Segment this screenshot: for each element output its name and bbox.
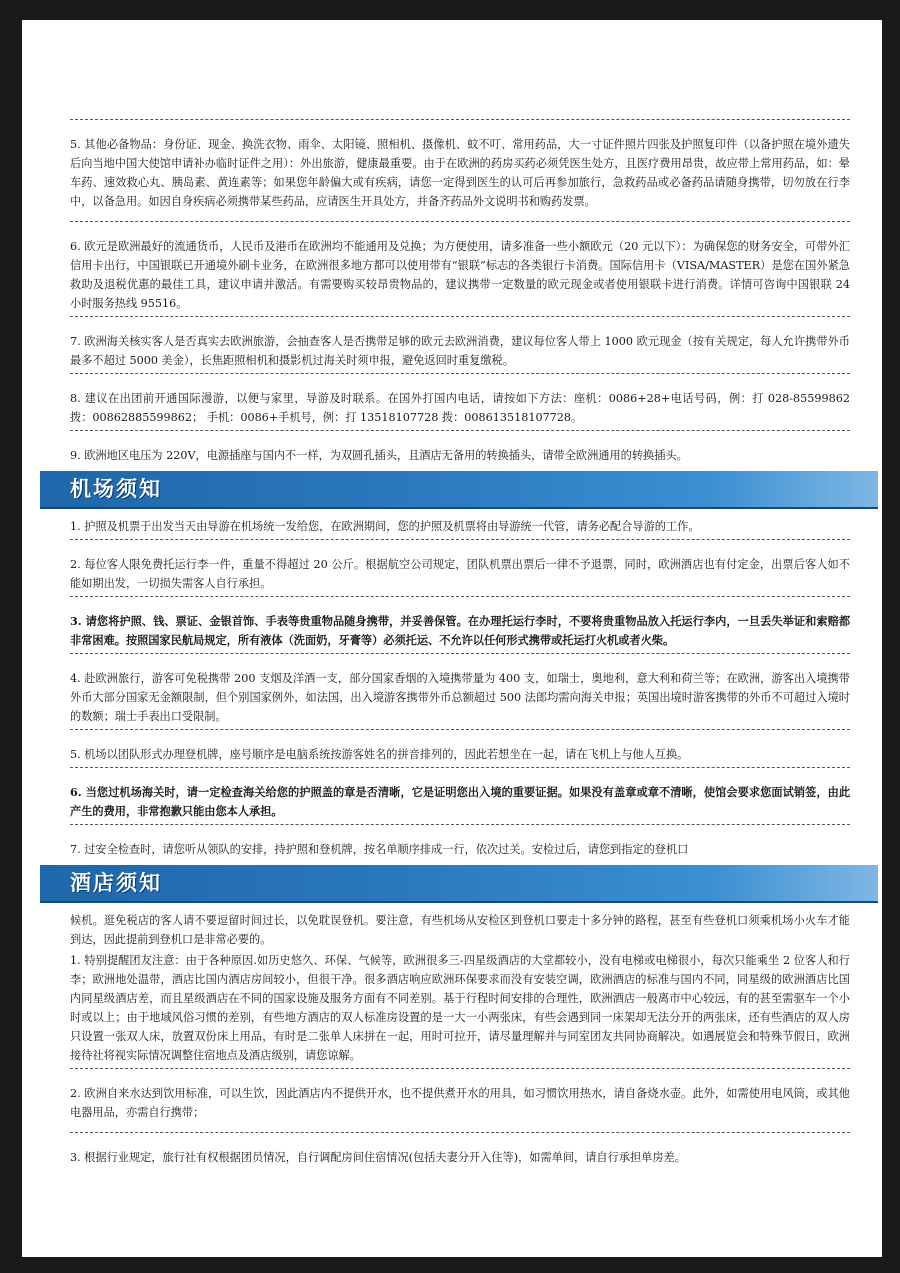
item-airport-7-continued: 候机。逛免税店的客人请不要逗留时间过长，以免耽误登机。要注意，有些机场从安检区到登机口要走十多分钟的路程，甚至有些登机口须乘机场小火车才能到达，因此提前到登机口是非常必要的。 (70, 914, 850, 946)
item-hotel-3: 3. 根据行业规定，旅行社有权根据团员情况，自行调配房间住宿情况(包括夫妻分开入住等)，如需单间，请自行承担单房差。 (70, 1151, 686, 1164)
hotel-section-banner (40, 865, 878, 903)
item-airport-4: 4. 赴欧洲旅行，游客可免税携带 200 支烟及洋酒一支，部分国家香烟的入境携带量为 400 支，如瑞士，奥地利，意大利和荷兰等；在欧洲，游客出入境携带外币大部分国家无金额限制，但个别国家例外，如法国，出入境游客携带外币总额超过 500 法郎均需向海关申报；英国出境时游客携带的外币不可超过入境时的数额；瑞士手表出口受限制。 (70, 672, 850, 723)
airport-section-title: 机场须知 (70, 477, 162, 501)
item-airport-2: 2. 每位客人限免费托运行李一件，重量不得超过 20 公斤。根据航空公司规定，团队机票出票后一律不予退票，同时，欧洲酒店也有付定金，出票后客人如不能如期出发，一切损失需客人自行承担。 (70, 558, 850, 590)
dashed-divider (70, 430, 850, 440)
dashed-divider (70, 729, 850, 739)
item-airport-6: 6. 当您过机场海关时，请一定检查海关给您的护照盖的章是否清晰，它是证明您出入境的重要证据。如果没有盖章或章不清晰，使馆会要求您面试销签，由此产生的费用，非常抱歉只能由您本人承担。 (70, 785, 851, 818)
document-page (22, 20, 882, 1257)
airport-section-banner (40, 471, 878, 509)
dashed-divider (70, 1132, 850, 1142)
dashed-divider (70, 653, 850, 663)
item-hotel-1: 1. 特别提醒团友注意：由于各种原因.如历史悠久、环保、气候等，欧洲很多三-四星级酒店的大堂都较小，没有电梯或电梯很小，每次只能乘坐 2 位客人和行李；欧洲地处温带，酒店比国内酒店房间较小，但很干净。很多酒店响应欧洲环保要求而没有安装空调，欧洲酒店的标准与国内不同，同星级的欧洲酒店比国内同星级酒店差，而且星级酒店在不同的国家设施及服务方面有不同差别。基于行程时间安排的合理性，欧洲酒店一般离市中心较远，有的甚至需驱车一个小时或以上；由于地域风俗习惯的差别，有些地方酒店的双人标准房设置的是一大一小两张床，有些会遇到同一床架却无法分开的两张床，还有些酒店的双人房只设置一张双人床，放置双份床上用品，有时是二张单人床拼在一起，用时可拉开，请尽量理解并与同室团友共同协商解决。如遇展览会和特殊节假日，欧洲接待社将视实际情况调整住宿地点及酒店级别，请您谅解。 (70, 954, 850, 1062)
item-general-7: 7. 欧洲海关核实客人是否真实去欧洲旅游，会抽查客人是否携带足够的欧元去欧洲消费，建议每位客人带上 1000 欧元现金（按有关规定，每人允许携带外币最多不超过 5000 美金），长焦距照相机和摄影机过海关时须申报，避免返回时重复缴税。 (70, 335, 850, 367)
item-airport-3: 3. 请您将护照、钱、票证、金银首饰、手表等贵重物品随身携带，并妥善保管。在办理托运行李时，不要将贵重物品放入托运行李内，一旦丢失举证和索赔都非常困难。按照国家民航局规定，所有液体（洗面奶，牙膏等）必须托运、不允许以任何形式携带或托运打火机或者火柴。 (70, 614, 851, 647)
dashed-divider (70, 824, 850, 834)
item-general-6: 6. 欧元是欧洲最好的流通货币，人民币及港币在欧洲均不能通用及兑换；为方便使用，请多准备一些小额欧元（20 元以下）：为确保您的财务安全，可带外汇信用卡出行，中国银联已开通境外刷卡业务，在欧洲很多地方都可以使用带有“银联”标志的各类银行卡消费。国际信用卡（VISA/MASTER）是您在国外紧急救助及退税优惠的最佳工具，建议申请并激活。有需要购买较昂贵物品的，建议携带一定数量的欧元现金或者使用银联卡进行消费。详情可咨询中国银联 24 小时服务热线 95516。 (70, 240, 850, 310)
dashed-divider (70, 119, 850, 129)
dashed-divider (70, 596, 850, 606)
item-airport-1: 1. 护照及机票于出发当天由导游在机场统一发给您，在欧洲期间，您的护照及机票将由导游统一代管，请务必配合导游的工作。 (70, 520, 700, 533)
item-general-9: 9. 欧洲地区电压为 220V，电源插座与国内不一样，为双圆孔插头，且酒店无备用的转换插头，请带全欧洲通用的转换插头。 (70, 449, 688, 462)
dashed-divider (70, 767, 850, 777)
document-content (70, 116, 850, 1169)
hotel-section-title: 酒店须知 (70, 871, 162, 895)
dashed-divider (70, 316, 850, 326)
dashed-divider (70, 373, 850, 383)
dashed-divider (70, 539, 850, 549)
item-airport-7: 7. 过安全检查时，请您听从领队的安排，持护照和登机牌，按名单顺序排成一行，依次过关。安检过后，请您到指定的登机口 (70, 843, 689, 856)
item-general-8: 8. 建议在出团前开通国际漫游，以便与家里，导游及时联系。在国外打国内电话，请按如下方法：座机：0086+28+电话号码，例：打 028-85599862 拨：00862885599862； 手机：0086+手机号，例：打 13518107728 拨：008613518107728。 (70, 392, 850, 424)
dashed-divider (70, 221, 850, 231)
item-hotel-2: 2. 欧洲自来水达到饮用标准，可以生饮，因此酒店内不提供开水，也不提供煮开水的用具，如习惯饮用热水，请自备烧水壶。此外，如需使用电风筒，或其他电器用品，亦需自行携带； (70, 1087, 850, 1119)
item-airport-5: 5. 机场以团队形式办理登机牌，座号顺序是电脑系统按游客姓名的拼音排列的，因此若想坐在一起，请在飞机上与他人互换。 (70, 748, 689, 761)
item-general-5: 5. 其他必备物品：身份证、现金、换洗衣物、雨伞、太阳镜、照相机、摄像机、蚊不叮、常用药品，大一寸证件照片四张及护照复印件（以备护照在境外遗失后向当地中国大使馆申请补办临时证件之用）：外出旅游，健康最重要。由于在欧洲的药房买药必须凭医生处方，且医疗费用昂贵，故应带上常用药品，如：晕车药、速效救心丸、胰岛素、黄连素等；如果您年龄偏大或有疾病，请您一定得到医生的认可后再参加旅行，急救药品或必备药品请随身携带，切勿放在行李中，以备急用。如因自身疾病必须携带某些药品，应请医生开具处方，并备齐药品外文说明书和购药发票。 (70, 138, 850, 208)
dashed-divider (70, 1068, 850, 1078)
